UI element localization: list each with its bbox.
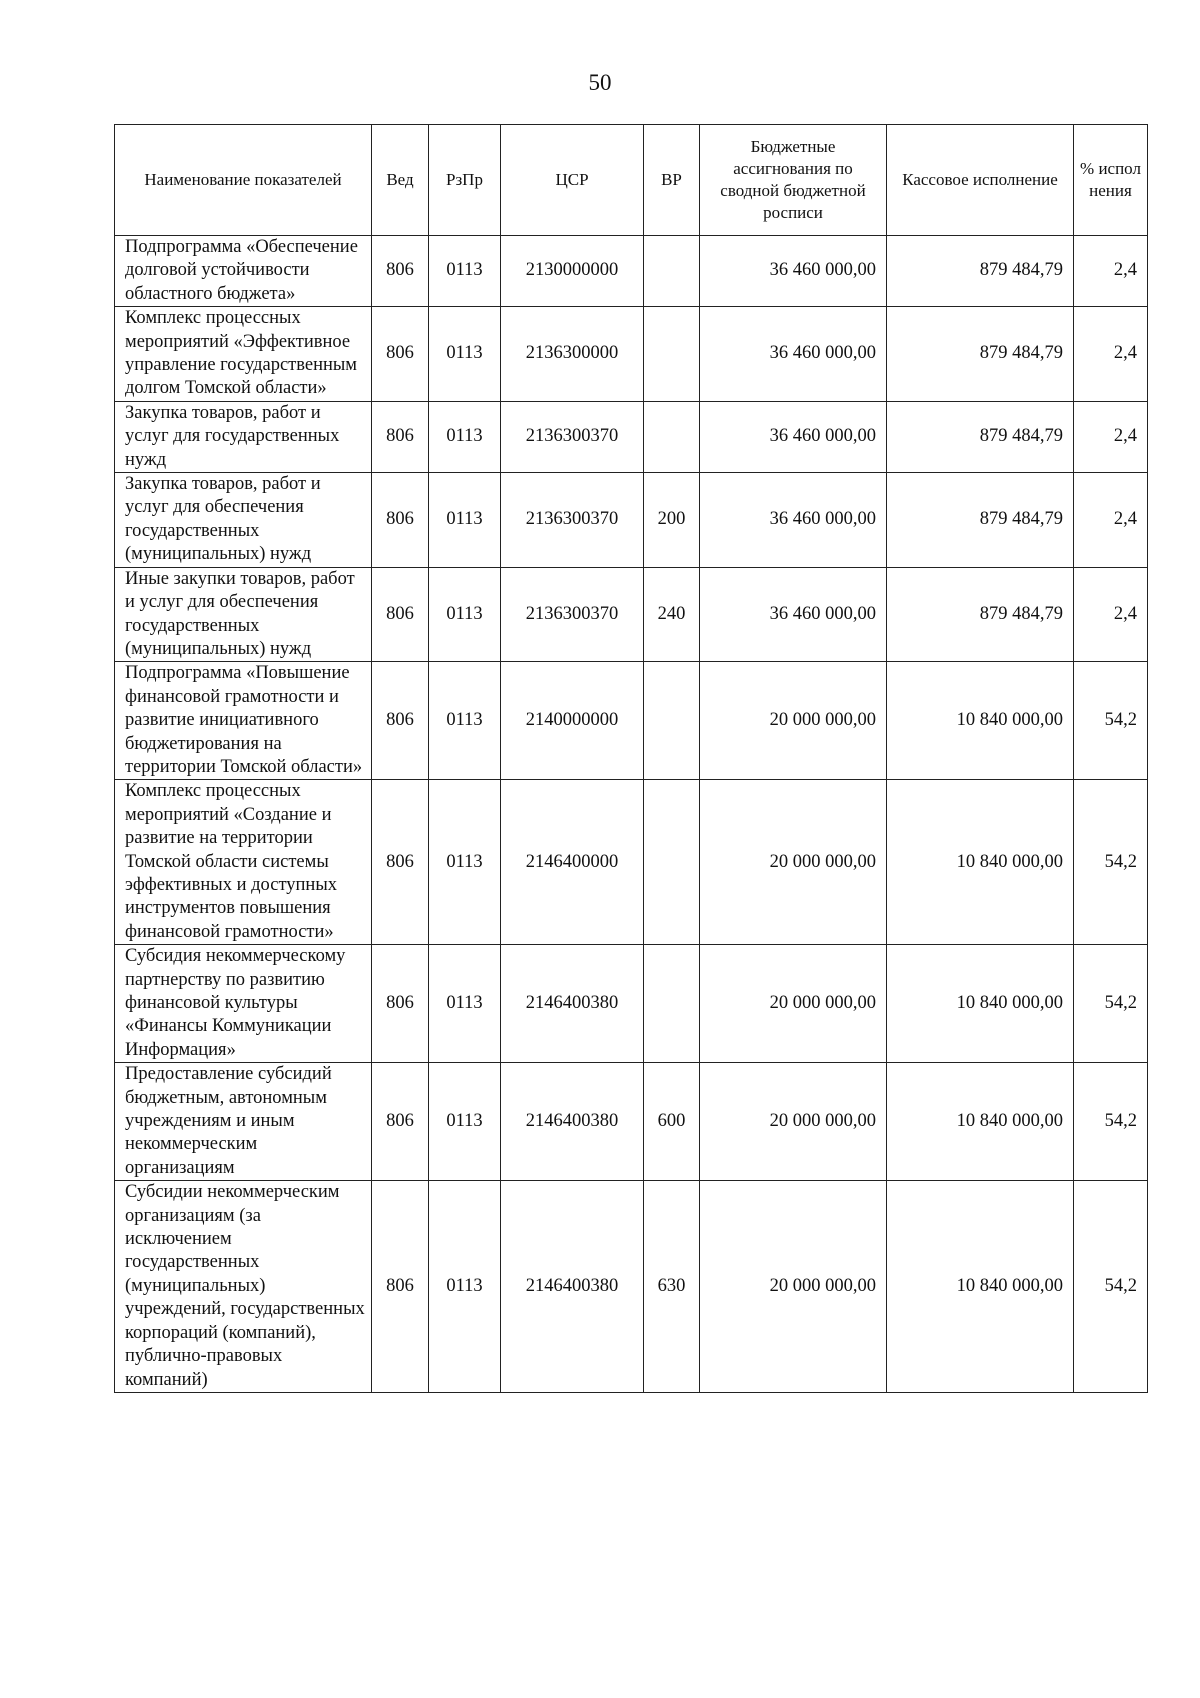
row-csr: 2136300370 [501, 401, 644, 472]
row-rzpr: 0113 [429, 1181, 501, 1393]
row-assignments: 36 460 000,00 [700, 473, 887, 568]
header-ved: Вед [372, 125, 429, 236]
row-csr: 2146400000 [501, 780, 644, 945]
row-ved: 806 [372, 473, 429, 568]
row-execution: 879 484,79 [887, 236, 1074, 307]
table-row [115, 780, 1148, 945]
row-execution: 879 484,79 [887, 567, 1074, 662]
row-rzpr: 0113 [429, 236, 501, 307]
row-rzpr: 0113 [429, 307, 501, 402]
row-execution: 10 840 000,00 [887, 1063, 1074, 1181]
row-rzpr: 0113 [429, 662, 501, 780]
row-vr [644, 401, 700, 472]
row-assignments: 20 000 000,00 [700, 1063, 887, 1181]
row-vr [644, 780, 700, 945]
row-percent: 2,4 [1074, 567, 1148, 662]
header-percent: % испол нения [1074, 125, 1148, 236]
row-execution: 879 484,79 [887, 401, 1074, 472]
header-rzpr: РзПр [429, 125, 501, 236]
row-csr: 2130000000 [501, 236, 644, 307]
row-name: Подпрограмма «Обеспечение долговой устойчивости областного бюджета» [115, 236, 372, 307]
row-name: Закупка товаров, работ и услуг для государственных нужд [115, 401, 372, 472]
row-ved: 806 [372, 567, 429, 662]
row-execution: 10 840 000,00 [887, 662, 1074, 780]
row-ved: 806 [372, 780, 429, 945]
table-row [115, 1063, 1148, 1181]
row-vr: 600 [644, 1063, 700, 1181]
header-name: Наименование показателей [115, 125, 372, 236]
row-execution: 879 484,79 [887, 473, 1074, 568]
row-csr: 2146400380 [501, 1181, 644, 1393]
row-execution: 10 840 000,00 [887, 945, 1074, 1063]
table-row [115, 567, 1148, 662]
row-assignments: 20 000 000,00 [700, 945, 887, 1063]
row-csr: 2146400380 [501, 945, 644, 1063]
row-name: Комплекс процессных мероприятий «Создание и развитие на территории Томской области системы эффективных и доступных инструментов повышения финансовой грамотности» [115, 780, 372, 945]
row-vr [644, 945, 700, 1063]
row-name: Закупка товаров, работ и услуг для обеспечения государственных (муниципальных) нужд [115, 473, 372, 568]
row-rzpr: 0113 [429, 1063, 501, 1181]
row-percent: 54,2 [1074, 1063, 1148, 1181]
row-percent: 2,4 [1074, 307, 1148, 402]
row-rzpr: 0113 [429, 401, 501, 472]
row-ved: 806 [372, 307, 429, 402]
table-row [115, 236, 1148, 307]
row-ved: 806 [372, 1063, 429, 1181]
row-rzpr: 0113 [429, 567, 501, 662]
row-csr: 2136300000 [501, 307, 644, 402]
table-row [115, 401, 1148, 472]
row-vr [644, 307, 700, 402]
table-row [115, 473, 1148, 568]
row-name: Иные закупки товаров, работ и услуг для обеспечения государственных (муниципальных) нужд [115, 567, 372, 662]
row-vr: 200 [644, 473, 700, 568]
table-row [115, 945, 1148, 1063]
table-row [115, 307, 1148, 402]
row-csr: 2136300370 [501, 567, 644, 662]
row-execution: 879 484,79 [887, 307, 1074, 402]
row-percent: 54,2 [1074, 945, 1148, 1063]
row-name: Субсидия некоммерческому партнерству по развитию финансовой культуры «Финансы Коммуникации Информация» [115, 945, 372, 1063]
row-assignments: 36 460 000,00 [700, 307, 887, 402]
page-number: 50 [588, 70, 612, 95]
row-csr: 2140000000 [501, 662, 644, 780]
row-assignments: 20 000 000,00 [700, 662, 887, 780]
row-ved: 806 [372, 401, 429, 472]
row-execution: 10 840 000,00 [887, 780, 1074, 945]
row-assignments: 20 000 000,00 [700, 780, 887, 945]
row-assignments: 20 000 000,00 [700, 1181, 887, 1393]
row-vr: 240 [644, 567, 700, 662]
row-percent: 2,4 [1074, 401, 1148, 472]
row-rzpr: 0113 [429, 473, 501, 568]
row-rzpr: 0113 [429, 945, 501, 1063]
row-ved: 806 [372, 945, 429, 1063]
row-ved: 806 [372, 662, 429, 780]
header-assignments: Бюджетные ассигнования по сводной бюджетной росписи [700, 125, 887, 236]
row-assignments: 36 460 000,00 [700, 401, 887, 472]
row-vr: 630 [644, 1181, 700, 1393]
row-execution: 10 840 000,00 [887, 1181, 1074, 1393]
row-assignments: 36 460 000,00 [700, 236, 887, 307]
row-csr: 2136300370 [501, 473, 644, 568]
row-ved: 806 [372, 236, 429, 307]
row-name: Предоставление субсидий бюджетным, автономным учреждениям и иным некоммерческим организациям [115, 1063, 372, 1181]
row-name: Подпрограмма «Повышение финансовой грамотности и развитие инициативного бюджетирования на территории Томской области» [115, 662, 372, 780]
table-header-row [115, 125, 1148, 236]
budget-execution-table [114, 124, 1148, 1393]
row-name: Комплекс процессных мероприятий «Эффективное управление государственным долгом Томской области» [115, 307, 372, 402]
row-csr: 2146400380 [501, 1063, 644, 1181]
table-row [115, 1181, 1148, 1393]
table-row [115, 662, 1148, 780]
row-name: Субсидии некоммерческим организациям (за исключением государственных (муниципальных) учреждений, государственных корпораций (компаний), публично-правовых компаний) [115, 1181, 372, 1393]
row-assignments: 36 460 000,00 [700, 567, 887, 662]
header-execution: Кассовое исполнение [887, 125, 1074, 236]
row-percent: 54,2 [1074, 662, 1148, 780]
header-csr: ЦСР [501, 125, 644, 236]
row-percent: 2,4 [1074, 473, 1148, 568]
row-percent: 54,2 [1074, 1181, 1148, 1393]
row-ved: 806 [372, 1181, 429, 1393]
row-rzpr: 0113 [429, 780, 501, 945]
header-vr: ВР [644, 125, 700, 236]
row-percent: 54,2 [1074, 780, 1148, 945]
row-percent: 2,4 [1074, 236, 1148, 307]
row-vr [644, 236, 700, 307]
row-vr [644, 662, 700, 780]
